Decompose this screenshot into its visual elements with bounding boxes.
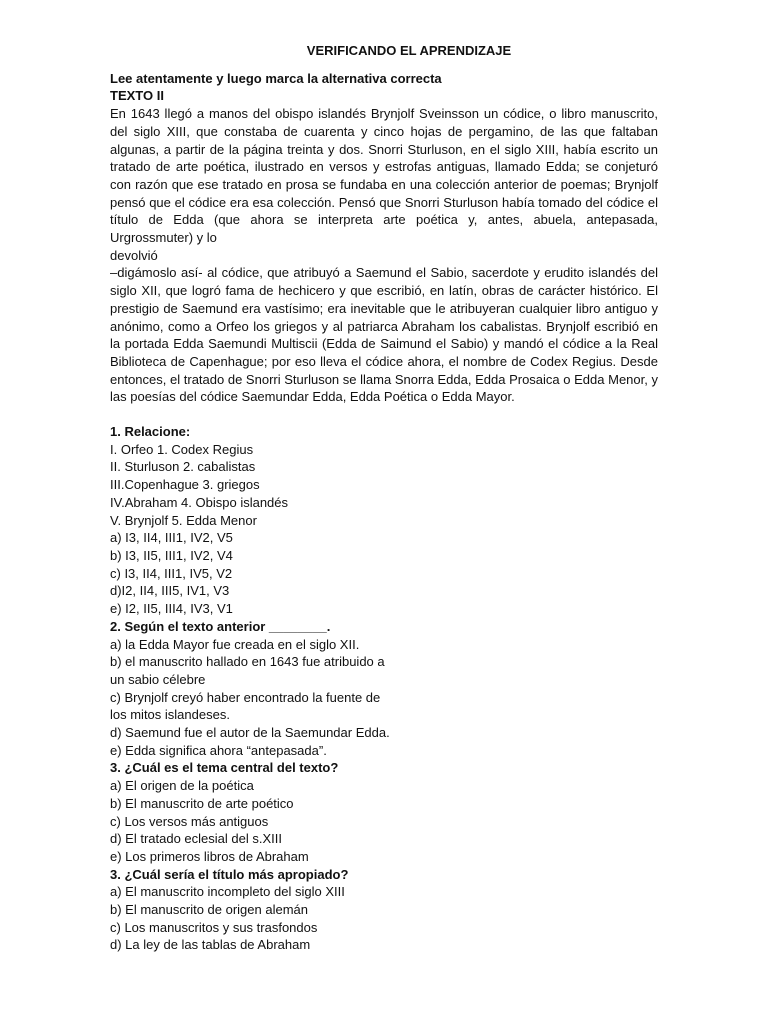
question-1-option-b: b) I3, II5, III1, IV2, V4 [110, 547, 233, 563]
question-4-option-d: d) La ley de las tablas de Abraham [110, 937, 311, 953]
question-1-heading: 1. Relacione: [110, 424, 191, 440]
passage-line-devolvio: devolvió [110, 247, 158, 263]
question-3-option-b: b) El manuscrito de arte poético [110, 795, 294, 811]
question-2-heading: 2. Según el texto anterior ________. [110, 618, 331, 634]
question-2-option-b-cont: un sabio célebre [110, 671, 206, 687]
question-3-option-d: d) El tratado eclesial del s.XIII [110, 831, 282, 847]
question-2-option-b: b) el manuscrito hallado en 1643 fue atribuido a [110, 654, 385, 670]
question-2-option-c-cont: los mitos islandeses. [110, 707, 230, 723]
instruction-text: Lee atentamente y luego marca la alternativa correcta [110, 70, 442, 86]
question-2-option-a: a) la Edda Mayor fue creada en el siglo XII. [110, 636, 360, 652]
document-page [110, 42, 658, 954]
question-1-option-a: a) I3, II4, III1, IV2, V5 [110, 530, 233, 546]
question-1-pair: IV.Abraham 4. Obispo islandés [110, 494, 289, 510]
questions-section [110, 423, 658, 954]
question-1-pair: V. Brynjolf 5. Edda Menor [110, 512, 257, 528]
question-1-option-d: d)I2, II4, III5, IV1, V3 [110, 583, 230, 599]
question-1-option-c: c) I3, II4, III1, IV5, V2 [110, 565, 233, 581]
question-3-option-a: a) El origen de la poética [110, 778, 254, 794]
question-1-pair: I. Orfeo 1. Codex Regius [110, 441, 254, 457]
question-2-option-d: d) Saemund fue el autor de la Saemundar Edda. [110, 725, 390, 741]
page-title: VERIFICANDO EL APRENDIZAJE [306, 43, 512, 58]
question-1-pair: II. Sturluson 2. cabalistas [110, 459, 256, 475]
question-1-option-e: e) I2, II5, III4, IV3, V1 [110, 601, 233, 617]
question-4-option-c: c) Los manuscritos y sus trasfondos [110, 919, 318, 935]
question-3-heading: 3. ¿Cuál es el tema central del texto? [110, 760, 339, 776]
question-4-option-a: a) El manuscrito incompleto del siglo XIII [110, 884, 345, 900]
question-3-option-c: c) Los versos más antiguos [110, 813, 269, 829]
text-label: TEXTO II [110, 88, 164, 104]
question-4-heading: 3. ¿Cuál sería el título más apropiado? [110, 866, 349, 882]
passage-paragraph-1: En 1643 llegó a manos del obispo islandés Brynjolf Sveinsson un códice, o libro manuscrito, del siglo XIII, que constaba de cuarenta y cinco hojas de pergamino, de las que faltaban algunas, a partir de la página treinta y dos. Snorri Sturluson, en el siglo XIII, había escrito un tratado de arte poética, ilustrado en versos y estrofas antiguas, llamado Edda; se conjeturó con razón que ese tratado en prosa se fundaba en una colección anterior de poemas; Brynjolf pensó que el códice era esa colección. Pensó que Snorri Sturluson había tomado del códice el título de Edda (que ahora se interpreta arte poética y, antes, abuela, antepasada, Urgrossmuter) y lo [110, 106, 658, 246]
question-1-pair: III.Copenhague 3. griegos [110, 477, 260, 493]
passage-paragraph-2: –digámoslo así- al códice, que atribuyó a Saemund el Sabio, sacerdote y erudito islandés del siglo XII, que logró fama de hechicero y que escribió, en latín, obras de carácter histórico. El prestigio de Saemund era vastísimo; era inevitable que le atribuyeran cualquier libro antiguo y anónimo, como a Orfeo los griegos y al patriarca Abraham los cabalistas. Brynjolf escribió en la portada Edda Saemundi Multiscii (Edda de Saimund el Sabio) y mandó el códice a la Real Biblioteca de Capenhague; por eso lleva el códice ahora, el nombre de Codex Regius. Desde entonces, el tratado de Snorri Sturluson se llama Snorra Edda, Edda Prosaica o Edda Menor, y las poesías del códice Saemundar Edda, Edda Poética o Edda Mayor. [110, 265, 658, 405]
question-4-option-b: b) El manuscrito de origen alemán [110, 902, 308, 918]
question-3-option-e: e) Los primeros libros de Abraham [110, 848, 309, 864]
question-2-option-e: e) Edda significa ahora “antepasada”. [110, 742, 327, 758]
question-2-option-c: c) Brynjolf creyó haber encontrado la fuente de [110, 689, 381, 705]
